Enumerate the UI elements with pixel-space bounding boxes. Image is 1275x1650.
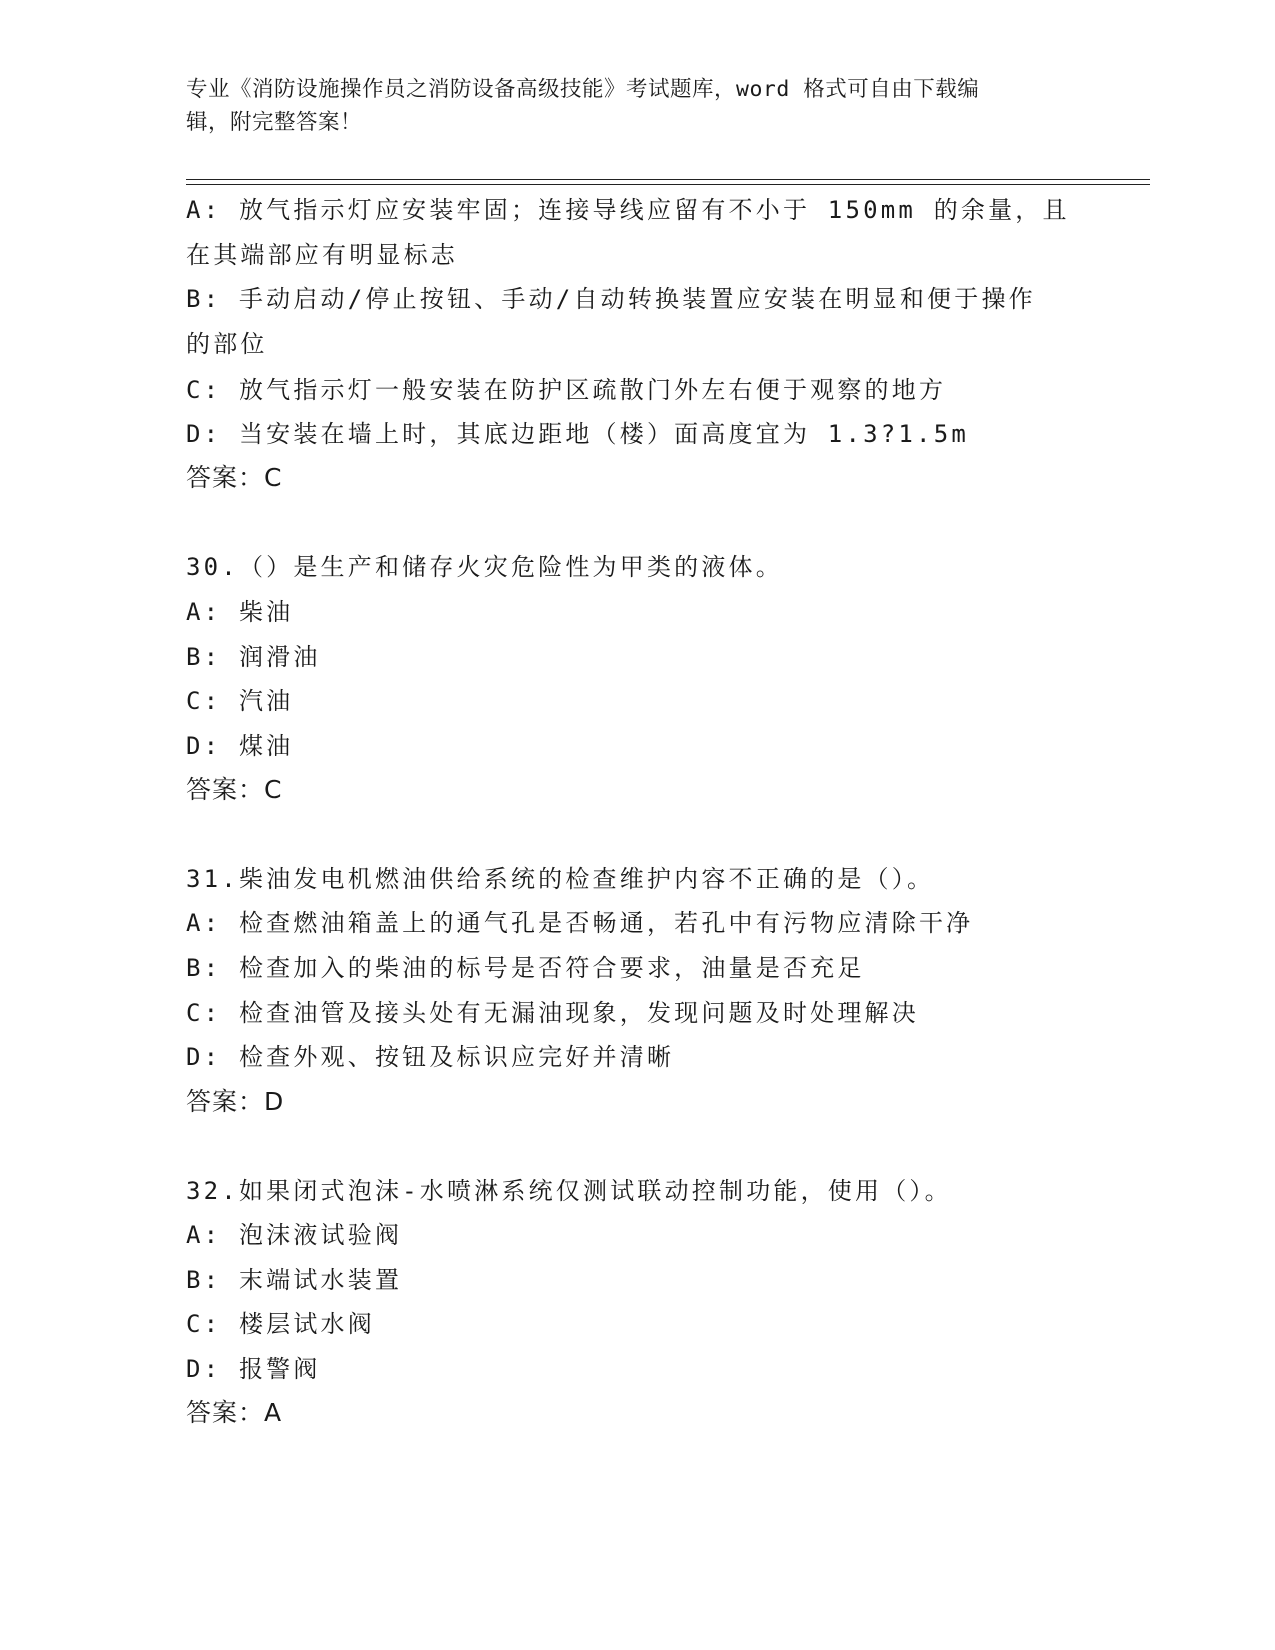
option-a: A: 柴油 [186, 598, 294, 626]
header-divider-bottom [186, 184, 1150, 185]
document-header [186, 73, 1086, 139]
header-line-1: 专业《消防设施操作员之消防设备高级技能》考试题库，word 格式可自由下载编 [186, 77, 980, 102]
option-d: D: 当安装在墙上时，其底边距地（楼）面高度宜为 1.3?1.5m [186, 420, 969, 448]
answer: 答案：C [186, 463, 283, 492]
question-stem: 32.如果闭式泡沫-水喷淋系统仅测试联动控制功能，使用（）。 [186, 1177, 952, 1205]
option-a-line-2: 在其端部应有明显标志 [186, 241, 458, 269]
answer: 答案：D [186, 1087, 285, 1116]
question-stem: 31.柴油发电机燃油供给系统的检查维护内容不正确的是（）。 [186, 865, 935, 893]
option-b-line-2: 的部位 [186, 330, 268, 358]
option-b-line-1: B: 手动启动/停止按钮、手动/自动转换装置应安装在明显和便于操作 [186, 285, 1036, 313]
option-a-line-1: A: 放气指示灯应安装牢固；连接导线应留有不小于 150mm 的余量，且 [186, 196, 1070, 224]
answer: 答案：A [186, 1398, 283, 1427]
option-a: A: 检查燃油箱盖上的通气孔是否畅通，若孔中有污物应清除干净 [186, 909, 974, 937]
option-b: B: 润滑油 [186, 643, 321, 671]
option-b: B: 检查加入的柴油的标号是否符合要求，油量是否充足 [186, 954, 865, 982]
option-c: C: 汽油 [186, 687, 294, 715]
option-d: D: 煤油 [186, 732, 294, 760]
option-a: A: 泡沫液试验阀 [186, 1221, 403, 1249]
option-c: C: 放气指示灯一般安装在防护区疏散门外左右便于观察的地方 [186, 376, 947, 404]
question-stem: 30.（）是生产和储存火灾危险性为甲类的液体。 [186, 553, 783, 581]
answer: 答案：C [186, 775, 283, 804]
option-b: B: 末端试水装置 [186, 1266, 403, 1294]
header-divider-top [186, 179, 1150, 180]
option-d: D: 检查外观、按钮及标识应完好并清晰 [186, 1043, 675, 1071]
option-d: D: 报警阀 [186, 1355, 321, 1383]
option-c: C: 楼层试水阀 [186, 1310, 375, 1338]
header-line-2: 辑，附完整答案！ [186, 110, 363, 135]
option-c: C: 检查油管及接头处有无漏油现象，发现问题及时处理解决 [186, 999, 919, 1027]
